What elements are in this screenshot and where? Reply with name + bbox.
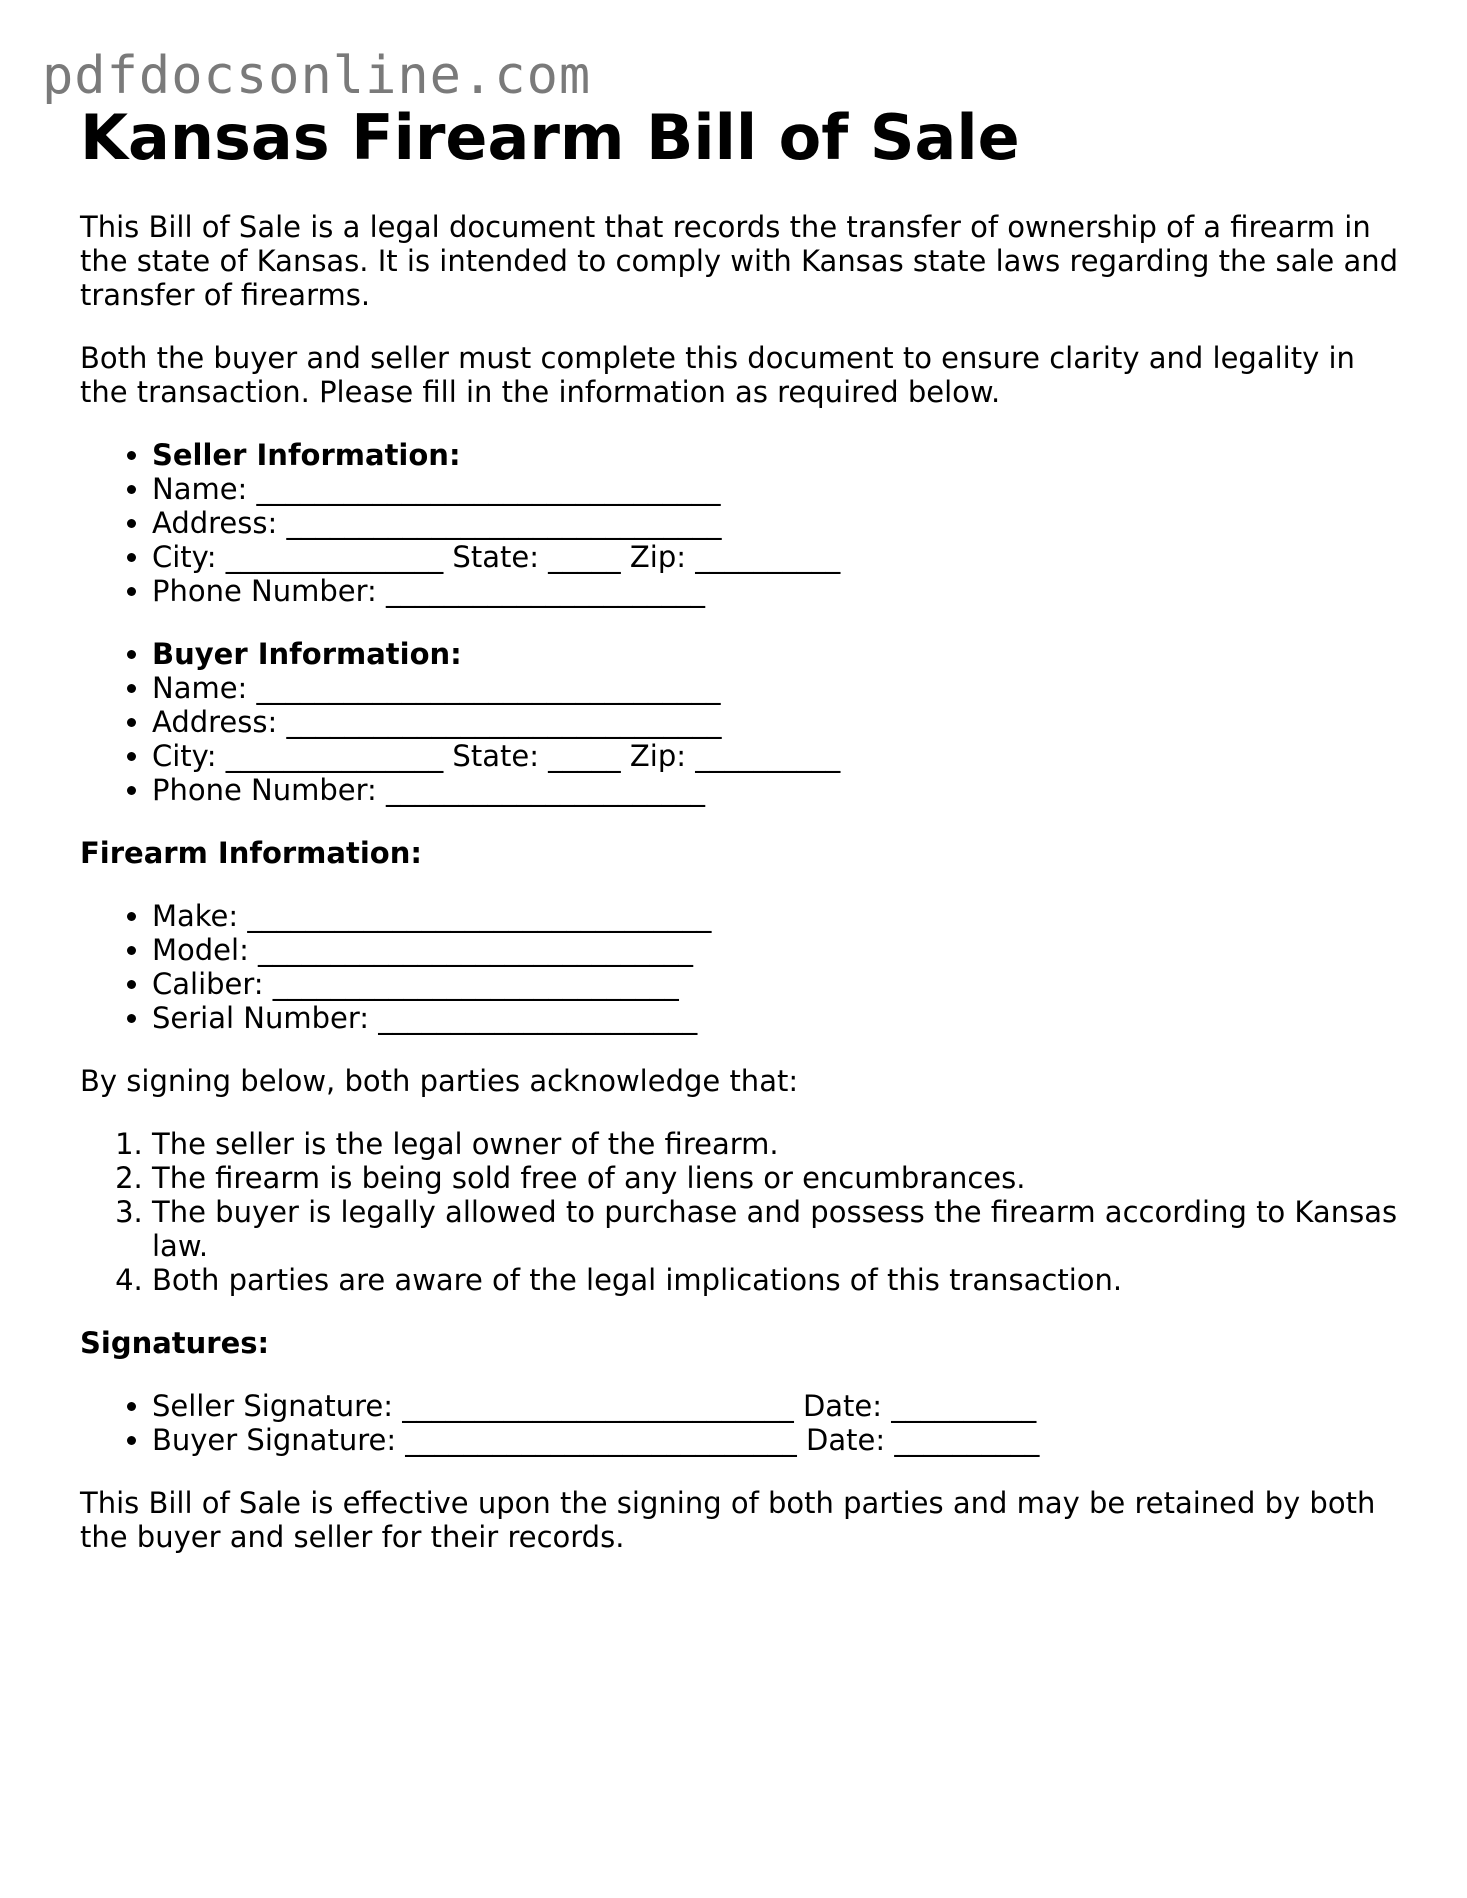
closing-paragraph: This Bill of Sale is effective upon the signing of both parties and may be retained by both the buyer and seller for their records. xyxy=(80,1486,1376,1554)
signatures-list xyxy=(80,1389,1400,1457)
buyer-city-state-zip-field[interactable]: • City: _______________ State: _____ Zip: __________ xyxy=(152,739,1400,773)
acknowledgement-item: 4. Both parties are aware of the legal implications of this transaction. xyxy=(152,1263,1400,1297)
seller-heading: • Seller Information: xyxy=(152,438,1400,472)
seller-info-list xyxy=(80,438,1400,608)
watermark: pdfdocsonline.com xyxy=(42,46,592,106)
buyer-name-field[interactable]: • Name: ________________________________ xyxy=(152,671,1400,705)
acknowledgement-intro: By signing below, both parties acknowledge that: xyxy=(80,1064,799,1098)
firearm-serial-field[interactable]: • Serial Number: ______________________ xyxy=(152,1001,1400,1035)
firearm-info-list xyxy=(80,899,1400,1035)
intro-paragraph-2: Both the buyer and seller must complete this document to ensure clarity and legality in the transaction. Please fill in the information as required below. xyxy=(80,341,1355,409)
seller-city-state-zip-field[interactable]: • City: _______________ State: _____ Zip: __________ xyxy=(152,540,1400,574)
seller-address-field[interactable]: • Address: ______________________________ xyxy=(152,506,1400,540)
seller-signature-field[interactable]: • Seller Signature: ___________________________ Date: __________ xyxy=(152,1389,1400,1423)
firearm-make-field[interactable]: • Make: ________________________________ xyxy=(152,899,1400,933)
buyer-phone-field[interactable]: • Phone Number: ______________________ xyxy=(152,773,1400,807)
firearm-heading: Firearm Information: xyxy=(80,836,422,870)
buyer-signature-field[interactable]: • Buyer Signature: ___________________________ Date: __________ xyxy=(152,1423,1400,1457)
acknowledgement-item: 1. The seller is the legal owner of the firearm. xyxy=(152,1127,1400,1161)
acknowledgement-item: 3. The buyer is legally allowed to purchase and possess the firearm according to Kansas law. xyxy=(152,1195,1400,1263)
signatures-heading: Signatures: xyxy=(80,1326,270,1360)
seller-phone-field[interactable]: • Phone Number: ______________________ xyxy=(152,574,1400,608)
firearm-model-field[interactable]: • Model: ______________________________ xyxy=(152,933,1400,967)
page-title: Kansas Firearm Bill of Sale xyxy=(80,101,1020,174)
acknowledgement-item: 2. The firearm is being sold free of any liens or encumbrances. xyxy=(152,1161,1400,1195)
buyer-heading: • Buyer Information: xyxy=(152,637,1400,671)
firearm-caliber-field[interactable]: • Caliber: ____________________________ xyxy=(152,967,1400,1001)
document-page xyxy=(80,100,1400,1554)
acknowledgement-list xyxy=(80,1127,1400,1297)
intro-paragraph-1: This Bill of Sale is a legal document that records the transfer of ownership of a firearm in the state of Kansas. It is intended to comply with Kansas state laws regarding the sale and transfer of firearms. xyxy=(80,210,1399,312)
seller-name-field[interactable]: • Name: ________________________________ xyxy=(152,472,1400,506)
buyer-address-field[interactable]: • Address: ______________________________ xyxy=(152,705,1400,739)
buyer-info-list xyxy=(80,637,1400,807)
